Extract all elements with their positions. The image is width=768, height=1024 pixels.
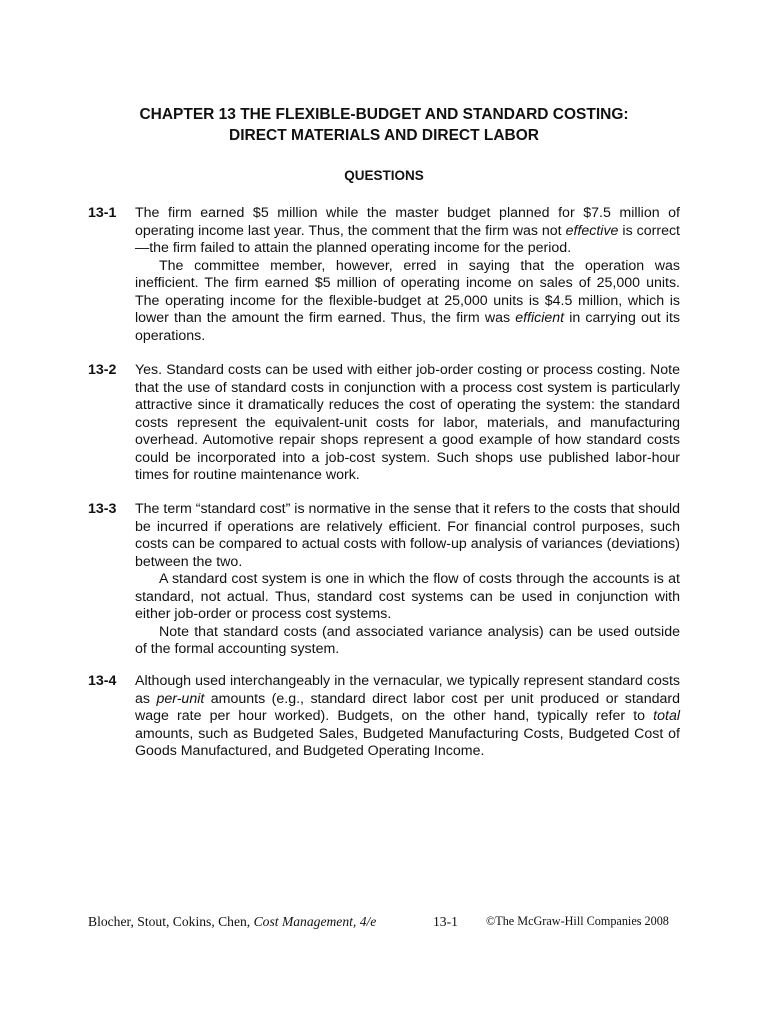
answer-body [135, 205, 680, 345]
answer-body [135, 501, 680, 659]
question-number: 13-2 [88, 362, 117, 378]
paragraph [135, 571, 680, 624]
emphasis: efficient [515, 310, 565, 326]
answer-body [135, 362, 680, 485]
text-run: The committee member, however, erred in saying that the operation was inefficient. The firm earned $5 million of operating income on sales of 25,000 units. The operating income for the flexible-budget at 25,000 units is $4.5 million, which is lower than the amount the firm earned. Thus, the firm was [135, 257, 680, 326]
question-number: 13-4 [88, 673, 117, 689]
question-number: 13-1 [88, 205, 117, 221]
footer-citation [88, 914, 376, 929]
page-number: 13-1 [433, 914, 458, 929]
question-13-2 [88, 362, 680, 485]
paragraph [135, 501, 680, 571]
chapter-title-line-1: CHAPTER 13 THE FLEXIBLE-BUDGET AND STANDARD COSTING: [139, 106, 629, 123]
text-run: amounts, such as Budgeted Sales, Budgeted Manufacturing Costs, Budgeted Cost of Goods Manufactured, and Budgeted Operating Income. [135, 725, 680, 759]
chapter-title [0, 104, 768, 146]
paragraph [135, 362, 680, 485]
text-run: amounts (e.g., standard direct labor cost per unit produced or standard wage rate per hour worked). Budgets, on the other hand, typically refer to [135, 690, 680, 724]
paragraph [135, 624, 680, 659]
text-run: is correct—the firm failed to attain the planned operating income for the period. [135, 222, 680, 256]
chapter-title-line-2: DIRECT MATERIALS AND DIRECT LABOR [229, 127, 539, 144]
footer-book-title: Cost Management, 4/e [253, 914, 377, 929]
question-13-1 [88, 205, 680, 345]
footer-authors: Blocher, Stout, Cokins, Chen, [88, 914, 254, 929]
answer-body [135, 673, 680, 761]
paragraph [135, 673, 680, 761]
question-13-3 [88, 501, 680, 659]
copyright-notice: ©The McGraw-Hill Companies 2008 [486, 914, 669, 928]
paragraph [135, 205, 680, 258]
text-run: The firm earned $5 million while the master budget planned for $7.5 million of operating income last year. Thus, the comment that the firm was not [135, 205, 680, 239]
text-run: Yes. Standard costs can be used with either job-order costing or process costing. Note that the use of standard costs in conjunction with a process cost system is particularly attractive since it dramatically reduces the cost of operating the system: the standard costs represent the equivalent-unit costs for labor, materials, and manufacturing overhead. Automotive repair shops represent a good example of how standard costs could be incorporated into a job-cost system. Such shops use published labor-hour times for routine maintenance work. [135, 362, 680, 483]
emphasis: total [653, 708, 680, 724]
text-run: Note that standard costs (and associated variance analysis) can be used outside of the formal accounting system. [135, 623, 680, 657]
section-heading: QUESTIONS [344, 168, 424, 183]
paragraph [135, 258, 680, 346]
text-run: in carrying out its operations. [135, 310, 680, 344]
emphasis: effective [565, 222, 619, 239]
question-13-4 [88, 673, 680, 761]
text-run: Although used interchangeably in the vernacular, we typically represent standard costs as [135, 673, 680, 707]
question-number: 13-3 [88, 501, 117, 517]
emphasis: per-unit [156, 690, 205, 707]
text-run: A standard cost system is one in which the flow of costs through the accounts is at standard, not actual. Thus, standard cost systems can be used in conjunction with either job-order or process cost systems. [135, 571, 680, 622]
page-footer [88, 914, 688, 930]
text-run: The term “standard cost” is normative in the sense that it refers to the costs that should be incurred if operations are relatively efficient. For financial control purposes, such costs can be compared to actual costs with follow-up analysis of variances (deviations) between the two. [135, 501, 680, 570]
